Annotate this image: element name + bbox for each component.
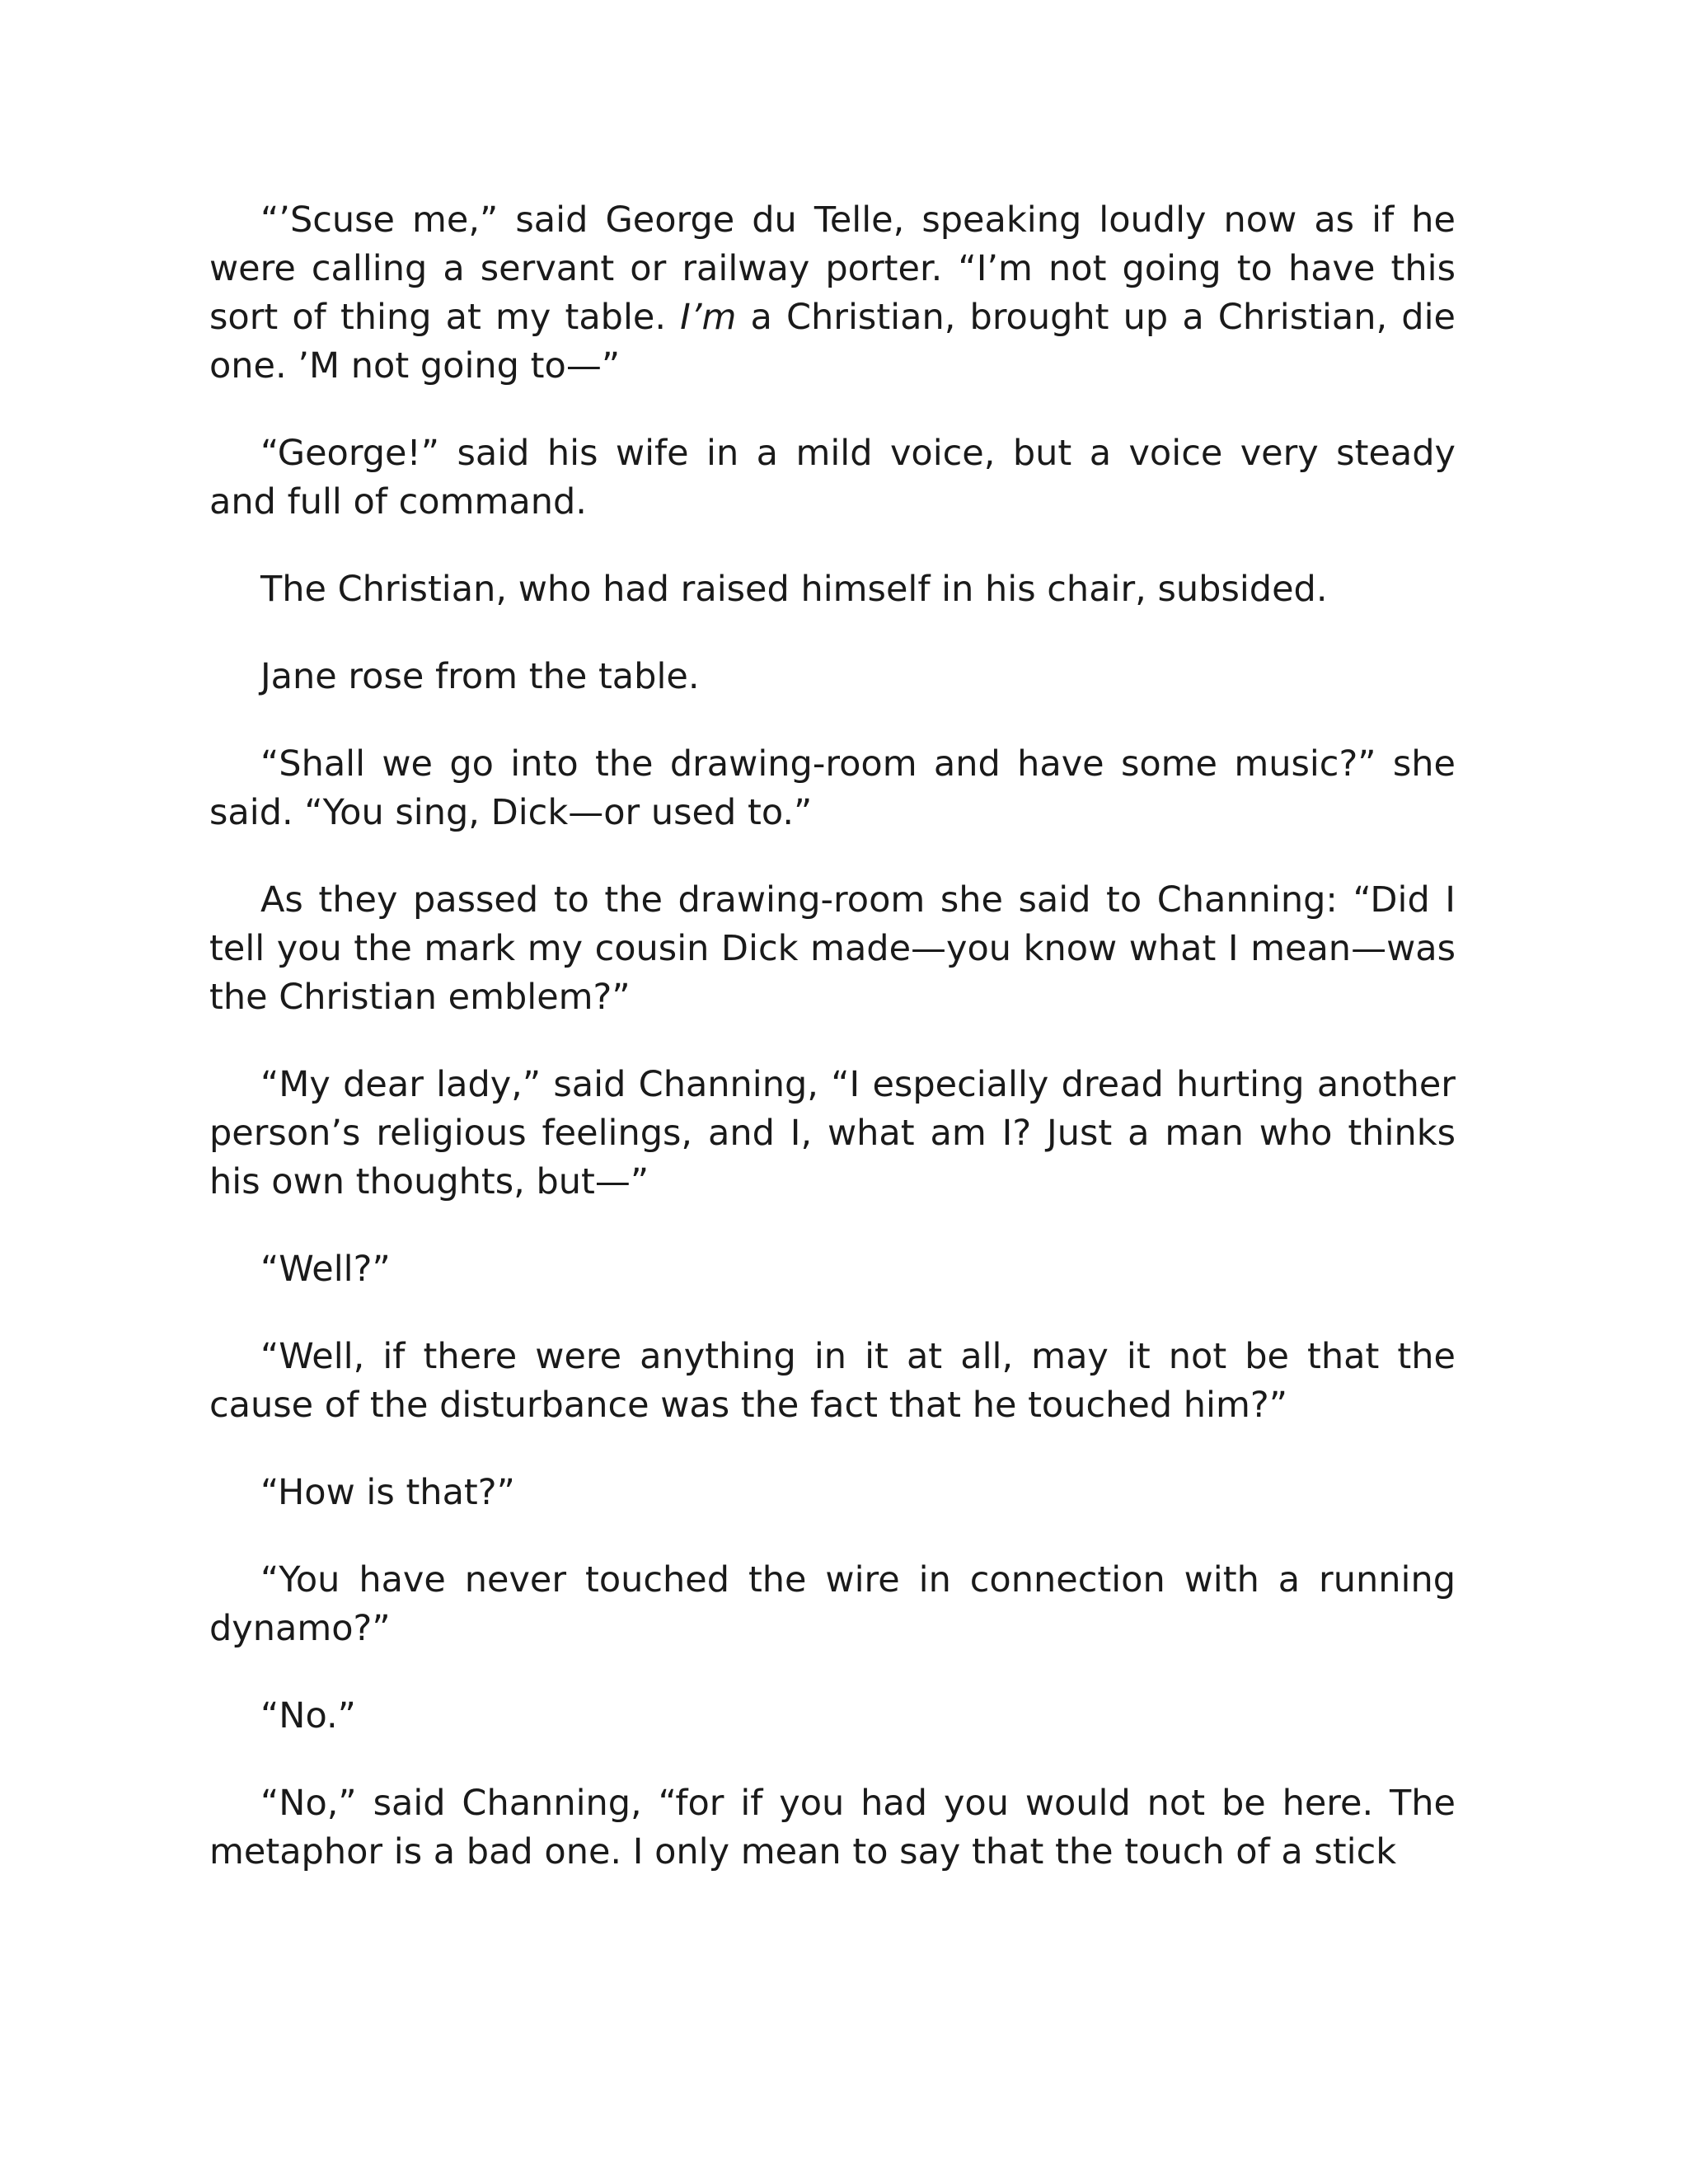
paragraph [209, 1692, 1456, 1741]
text-run: “George!” said his wife in a mild voice, but a voice very steady and full of command. [209, 433, 1456, 523]
paragraph [209, 1061, 1456, 1207]
text-run: “You have never touched the wire in connection with a running dynamo?” [209, 1559, 1456, 1649]
text-run: “No.” [260, 1695, 356, 1736]
text-run: “Well?” [260, 1249, 391, 1290]
paragraph [209, 1556, 1456, 1653]
paragraph [209, 653, 1456, 701]
paragraph [209, 1245, 1456, 1294]
paragraph [209, 740, 1456, 837]
text-run: “No,” said Channing, “for if you had you would not be here. The metaphor is a bad one. I only mean to say that the touch of a stick [209, 1783, 1456, 1872]
paragraph [209, 876, 1456, 1022]
text-run: The Christian, who had raised himself in his chair, subsided. [260, 569, 1328, 610]
paragraph [209, 1333, 1456, 1430]
text-run: a Christian, brought up a Christian, die one. ’M not going to—” [209, 297, 1456, 387]
paragraph [209, 196, 1456, 391]
paragraph [209, 1779, 1456, 1877]
text-run: “Well, if there were anything in it at all, may it not be that the cause of the disturbance was the fact that he touched him?” [209, 1336, 1456, 1426]
text-run: “How is that?” [260, 1472, 515, 1513]
text-run: As they passed to the drawing-room she said to Channing: “Did I tell you the mark my cousin Dick made—you know what I mean—was the Christian emblem?” [209, 879, 1456, 1018]
italic-text-run: I’m [680, 297, 737, 338]
paragraph [209, 1469, 1456, 1517]
text-run: “Shall we go into the drawing-room and have some music?” she said. “You sing, Dick—or used to.” [209, 743, 1456, 833]
paragraph [209, 429, 1456, 527]
text-run: “’Scuse me,” said George du Telle, speaking loudly now as if he were calling a servant or railway porter. “I’m not going to have this sort of thing at my table. [209, 199, 1456, 338]
paragraph [209, 565, 1456, 614]
page-body [209, 196, 1456, 1915]
text-run: “My dear lady,” said Channing, “I especially dread hurting another person’s religious feelings, and I, what am I? Just a man who thinks his own thoughts, but—” [209, 1064, 1456, 1202]
text-run: Jane rose from the table. [260, 656, 700, 697]
